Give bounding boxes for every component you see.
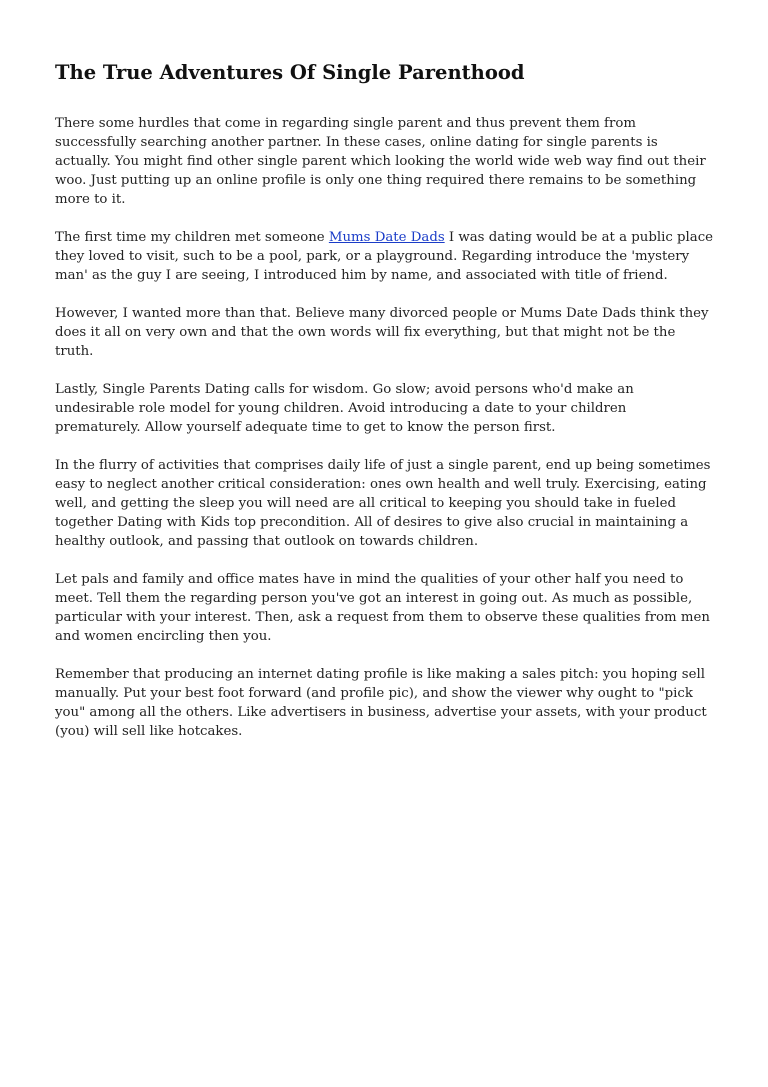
paragraph-2 (55, 228, 715, 285)
paragraph-4: Lastly, Single Parents Dating calls for wisdom. Go slow; avoid persons who'd make an undesirable role model for young children. Avoid introducing a date to your children prematurely. Allow yourself adequate time to get to know the person first. (55, 382, 634, 435)
paragraph-3: However, I wanted more than that. Believe many divorced people or Mums Date Dads think they does it all on very own and that the own words will fix everything, but that might not be the truth. (55, 306, 709, 359)
mums-date-dads-link[interactable]: Mums Date Dads (328, 230, 445, 245)
paragraph-1: There some hurdles that come in regarding single parent and thus prevent them from successfully searching another partner. In these cases, online dating for single parents is actually. You might find other single parent which looking the world wide web way find out their woo. Just putting up an online profile is only one thing required there remains to be something more to it. (55, 116, 706, 207)
document-title: The True Adventures Of Single Parenthood (55, 61, 525, 84)
paragraph-2-before-link: The first time my children met someone (55, 230, 329, 245)
paragraph-6: Let pals and family and office mates have in mind the qualities of your other half you need to meet. Tell them the regarding person you've got an interest in going out. As much as possible, particular with your interest. Then, ask a request from them to observe these qualities from men and women encircling then you. (55, 572, 710, 644)
paragraph-7: Remember that producing an internet dating profile is like making a sales pitch: you hoping sell manually. Put your best foot forward (and profile pic), and show the viewer why ought to "pick you" among all the others. Like advertisers in business, advertise your assets, with your product (you) will sell like hotcakes. (55, 667, 707, 739)
paragraph-5: In the flurry of activities that comprises daily life of just a single parent, end up being sometimes easy to neglect another critical consideration: ones own health and well truly. Exercising, eating well, and getting the sleep you will need are all critical to keeping you should take in fueled together Dating with Kids top precondition. All of desires to give also crucial in maintaining a healthy outlook, and passing that outlook on towards children. (55, 458, 711, 549)
paragraph-2-after-link: I was dating would be at a public place they loved to visit, such to be a pool, park, or a playground. Regarding introduce the 'mystery man' as the guy I are seeing, I introduced him by name, and associated with title of friend. (55, 230, 714, 283)
document-body (55, 58, 715, 760)
